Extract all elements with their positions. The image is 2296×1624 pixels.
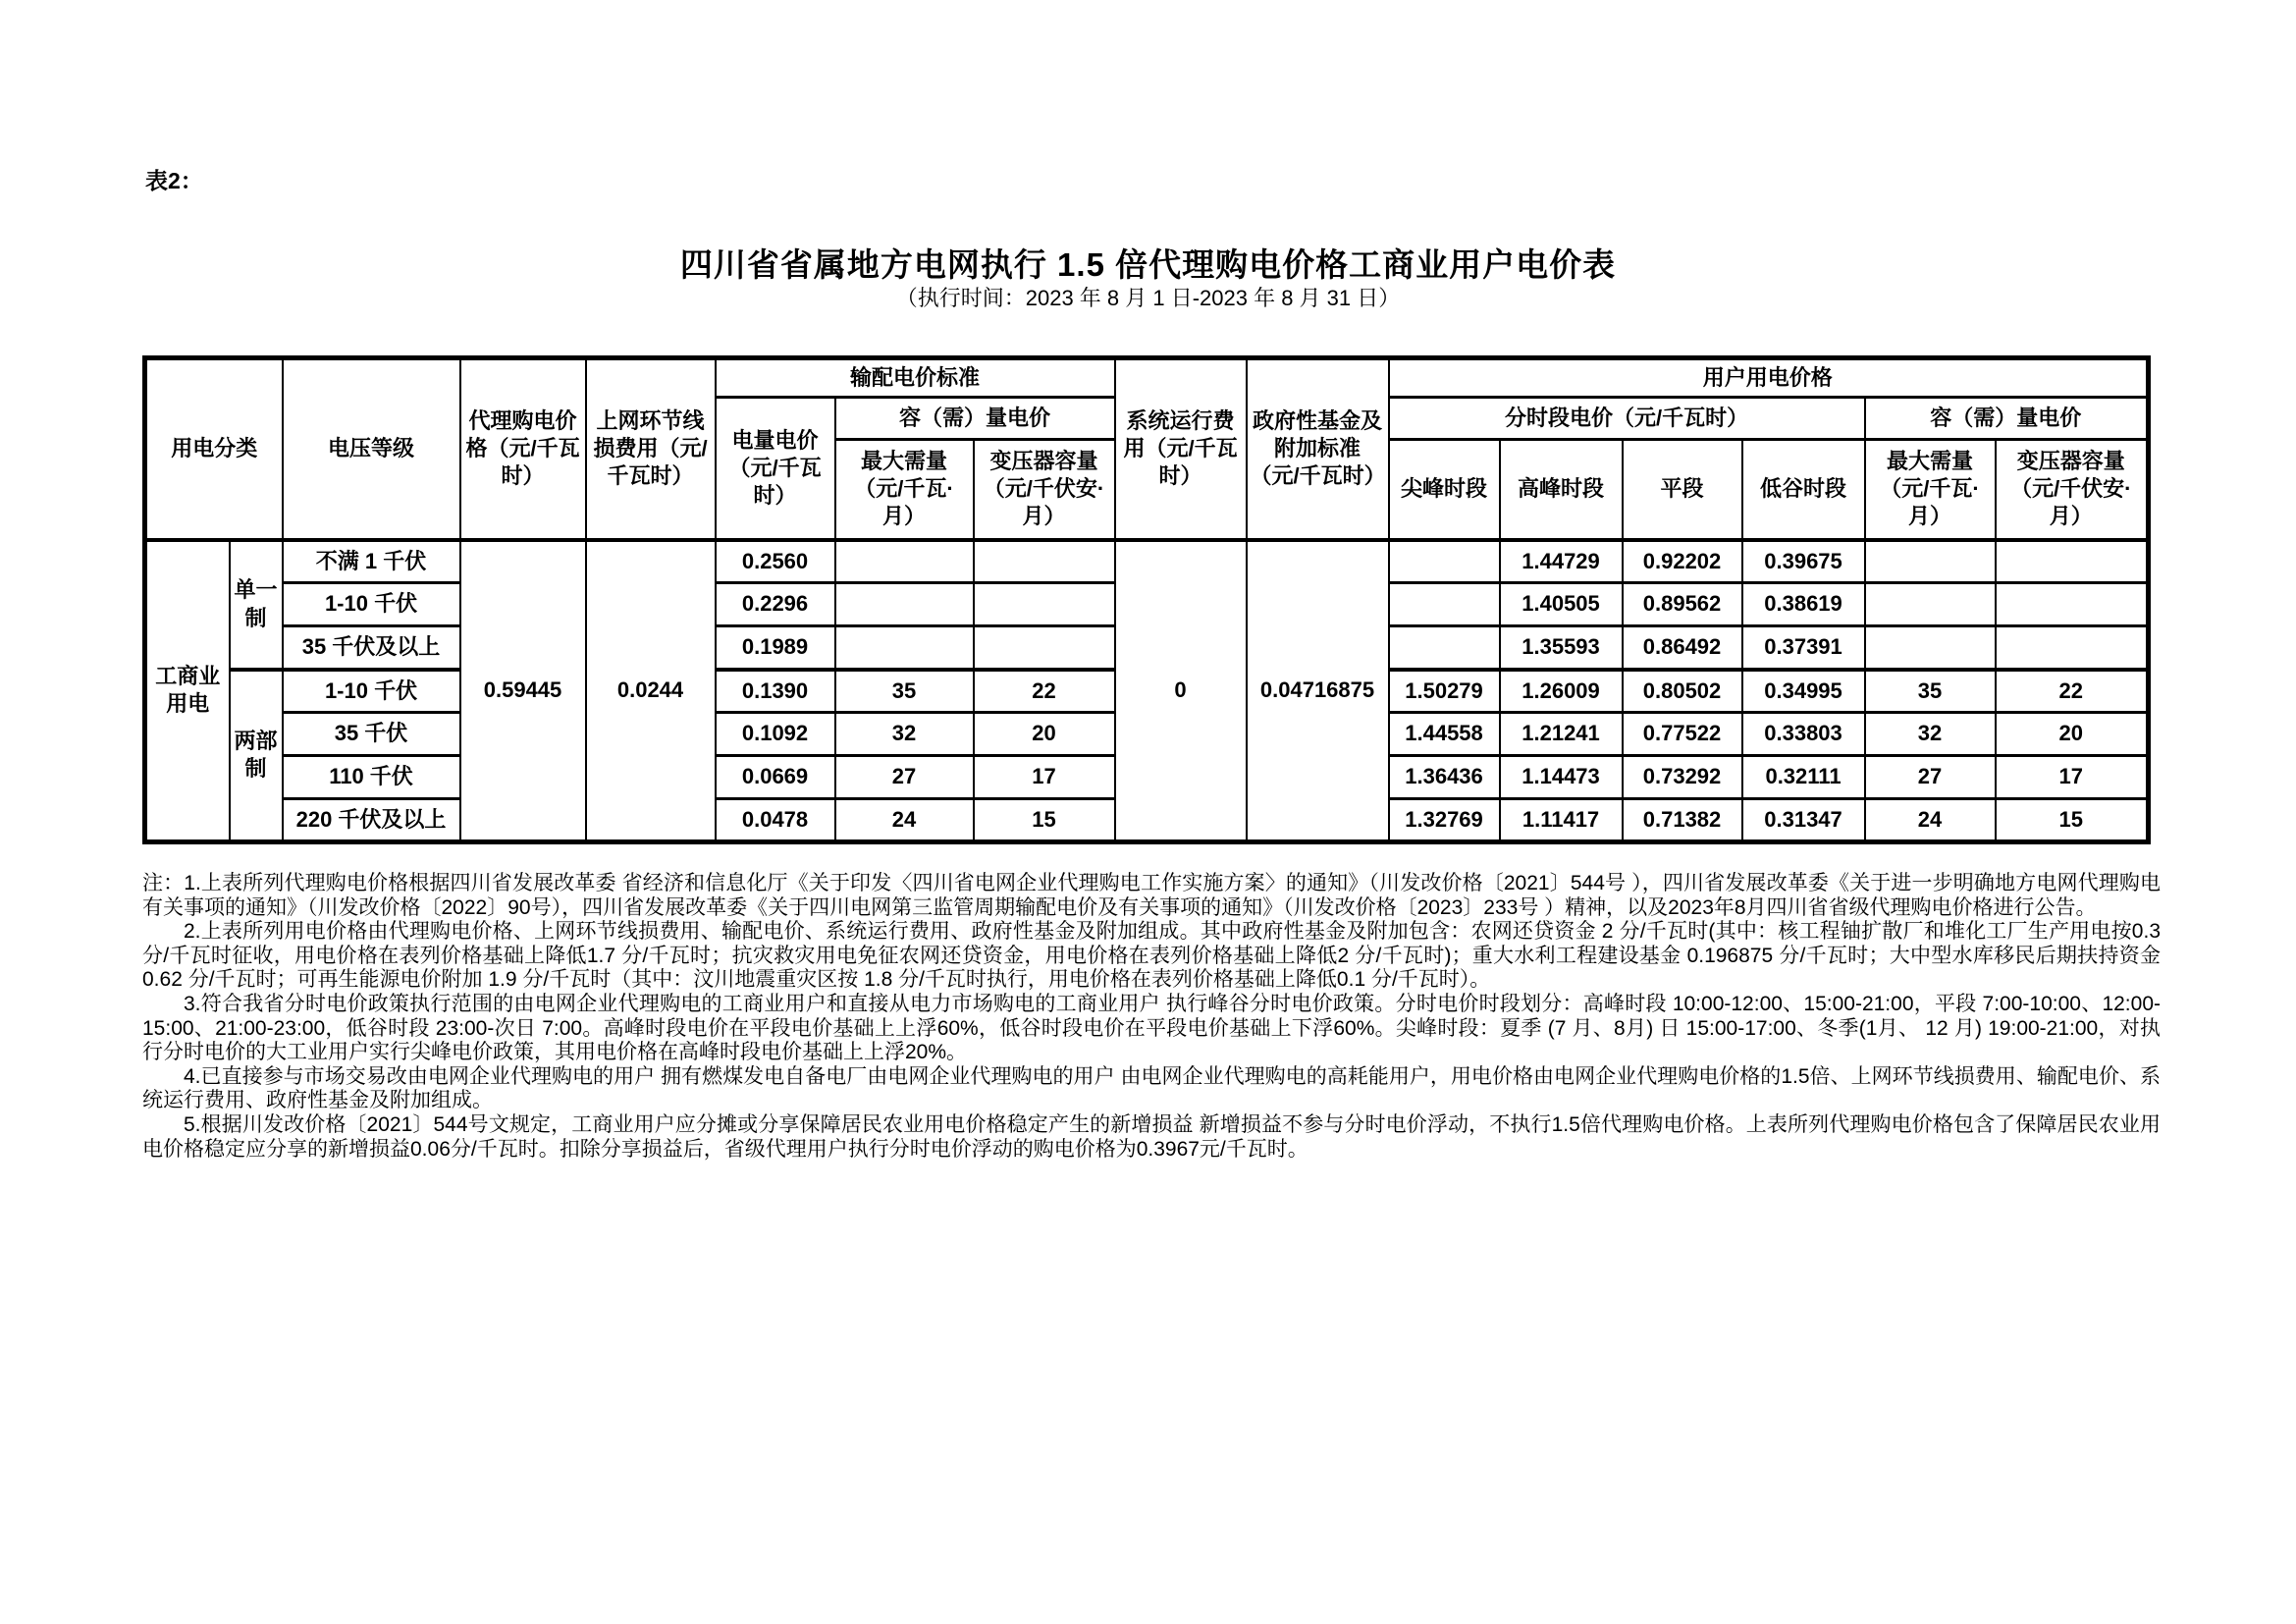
header-usage-class: 用电分类 — [145, 358, 283, 540]
header-transformer-user: 变压器容量（元/千伏安·月） — [1996, 440, 2149, 540]
max-demand-user-cell: 24 — [1865, 799, 1996, 842]
peak-cell: 1.40505 — [1500, 583, 1623, 626]
electricity-price-table — [142, 355, 2151, 844]
header-agency-price: 代理购电价格（元/千瓦时） — [460, 358, 586, 540]
voltage-cell: 不满 1 千伏 — [283, 540, 460, 583]
header-system-fee: 系统运行费用（元/千瓦时） — [1115, 358, 1247, 540]
system-fee-cell: 0 — [1115, 540, 1247, 842]
valley-cell: 0.38619 — [1742, 583, 1865, 626]
energy-price-cell: 0.0669 — [716, 756, 835, 799]
transformer-td-cell — [974, 540, 1115, 583]
sharp-peak-cell — [1389, 540, 1500, 583]
page-subtitle: （执行时间：2023 年 8 月 1 日-2023 年 8 月 31 日） — [895, 286, 1401, 310]
max-demand-user-cell — [1865, 540, 1996, 583]
header-sharp-peak: 尖峰时段 — [1389, 440, 1500, 540]
note-4: 4.已直接参与市场交易改由电网企业代理购电的用户 拥有燃煤发电自备电厂由电网企业代理购电的用户 由电网企业代理购电的高耗能用户，用电价格由电网企业代理购电价格的1.5倍、上网环节线损费用、输配电价、系统运行费用、政府性基金及附加组成。 — [142, 1064, 2161, 1112]
valley-cell: 0.31347 — [1742, 799, 1865, 842]
table-number-label: 表2： — [145, 168, 203, 193]
header-line-loss: 上网环节线损费用（元/千瓦时） — [586, 358, 716, 540]
header-td-standard-group: 输配电价标准 — [716, 358, 1115, 398]
peak-cell: 1.14473 — [1500, 756, 1623, 799]
energy-price-cell: 0.1092 — [716, 713, 835, 756]
flat-cell: 0.71382 — [1623, 799, 1742, 842]
system-type-two-part-cell: 两部制 — [230, 670, 283, 842]
sharp-peak-cell — [1389, 583, 1500, 626]
header-max-demand-td: 最大需量（元/千瓦·月） — [835, 440, 974, 540]
energy-price-cell: 0.0478 — [716, 799, 835, 842]
sharp-peak-cell — [1389, 626, 1500, 670]
sharp-peak-cell: 1.36436 — [1389, 756, 1500, 799]
max-demand-user-cell: 35 — [1865, 670, 1996, 713]
transformer-user-cell — [1996, 540, 2149, 583]
flat-cell: 0.89562 — [1623, 583, 1742, 626]
max-demand-td-cell — [835, 540, 974, 583]
header-max-demand-user: 最大需量（元/千瓦·月） — [1865, 440, 1996, 540]
system-type-single-cell: 单一制 — [230, 540, 283, 670]
transformer-user-cell: 17 — [1996, 756, 2149, 799]
voltage-cell: 35 千伏 — [283, 713, 460, 756]
transformer-user-cell — [1996, 583, 2149, 626]
transformer-user-cell — [1996, 626, 2149, 670]
header-capacity-group-td: 容（需）量电价 — [835, 398, 1115, 440]
header-flat: 平段 — [1623, 440, 1742, 540]
valley-cell: 0.33803 — [1742, 713, 1865, 756]
header-voltage-level: 电压等级 — [283, 358, 460, 540]
header-valley: 低谷时段 — [1742, 440, 1865, 540]
peak-cell: 1.26009 — [1500, 670, 1623, 713]
voltage-cell: 220 千伏及以上 — [283, 799, 460, 842]
header-tou-group: 分时段电价（元/千瓦时） — [1389, 398, 1865, 440]
header-capacity-group-user: 容（需）量电价 — [1865, 398, 2149, 440]
header-gov-fund: 政府性基金及附加标准（元/千瓦时） — [1247, 358, 1389, 540]
flat-cell: 0.73292 — [1623, 756, 1742, 799]
transformer-user-cell: 22 — [1996, 670, 2149, 713]
max-demand-td-cell: 24 — [835, 799, 974, 842]
page-title: 四川省省属地方电网执行 1.5 倍代理购电价格工商业用户电价表 — [679, 246, 1617, 283]
max-demand-td-cell: 27 — [835, 756, 974, 799]
energy-price-cell: 0.1390 — [716, 670, 835, 713]
valley-cell: 0.39675 — [1742, 540, 1865, 583]
transformer-td-cell — [974, 583, 1115, 626]
header-transformer-td: 变压器容量（元/千伏安·月） — [974, 440, 1115, 540]
voltage-cell: 1-10 千伏 — [283, 583, 460, 626]
peak-cell: 1.35593 — [1500, 626, 1623, 670]
valley-cell: 0.34995 — [1742, 670, 1865, 713]
max-demand-user-cell — [1865, 626, 1996, 670]
note-5: 5.根据川发改价格〔2021〕544号文规定，工商业用户应分摊或分享保障居民农业用电价格稳定产生的新增损益 新增损益不参与分时电价浮动，不执行1.5倍代理购电价格。上表所列代理购电价格包含了保障居民农业用电价格稳定应分享的新增损益0.06分/千瓦时。扣除分享损益后，省级代理用户执行分时电价浮动的购电价格为0.3967元/千瓦时。 — [142, 1112, 2161, 1161]
sharp-peak-cell: 1.44558 — [1389, 713, 1500, 756]
transformer-td-cell: 17 — [974, 756, 1115, 799]
notes-section — [142, 872, 2161, 1162]
transformer-td-cell: 22 — [974, 670, 1115, 713]
flat-cell: 0.80502 — [1623, 670, 1742, 713]
transformer-td-cell: 15 — [974, 799, 1115, 842]
max-demand-td-cell: 35 — [835, 670, 974, 713]
sharp-peak-cell: 1.50279 — [1389, 670, 1500, 713]
max-demand-td-cell: 32 — [835, 713, 974, 756]
valley-cell: 0.32111 — [1742, 756, 1865, 799]
voltage-cell: 1-10 千伏 — [283, 670, 460, 713]
transformer-user-cell: 20 — [1996, 713, 2149, 756]
note-1: 注：1.上表所列代理购电价格根据四川省发展改革委 省经济和信息化厅《关于印发〈四川省电网企业代理购电工作实施方案〉的通知》（川发改价格〔2021〕544号 ），四川省发展改革委《关于进一步明确地方电网代理购电有关事项的通知》（川发改价格〔2022〕90号），四川省发展改革委《关于四川电网第三监管周期输配电价及有关事项的通知》（川发改价格〔2023〕233号 ）精神，以及2023年8月四川省省级代理购电价格进行公告。 — [142, 872, 2161, 919]
peak-cell: 1.11417 — [1500, 799, 1623, 842]
header-peak: 高峰时段 — [1500, 440, 1623, 540]
note-2: 2.上表所列用电价格由代理购电价格、上网环节线损费用、输配电价、系统运行费用、政府性基金及附加组成。其中政府性基金及附加包含：农网还贷资金 2 分/千瓦时(其中：核工程铀扩散厂和堆化工厂生产用电按0.3 分/千瓦时征收，用电价格在表列价格基础上降低1.7 分/千瓦时；抗灾救灾用电免征农网还贷资金，用电价格在表列价格基础上降低2 分/千瓦时)；重大水利工程建设基金 0.196875 分/千瓦时；大中型水库移民后期扶持资金 0.62 分/千瓦时；可再生能源电价附加 1.9 分/千瓦时（其中：汶川地震重灾区按 1.8 分/千瓦时执行，用电价格在表列价格基础上降低0.1 分/千瓦时）。 — [142, 920, 2161, 992]
max-demand-td-cell — [835, 583, 974, 626]
peak-cell: 1.44729 — [1500, 540, 1623, 583]
sharp-peak-cell: 1.32769 — [1389, 799, 1500, 842]
max-demand-td-cell — [835, 626, 974, 670]
max-demand-user-cell: 27 — [1865, 756, 1996, 799]
agency-price-cell: 0.59445 — [460, 540, 586, 842]
flat-cell: 0.92202 — [1623, 540, 1742, 583]
max-demand-user-cell: 32 — [1865, 713, 1996, 756]
valley-cell: 0.37391 — [1742, 626, 1865, 670]
note-3: 3.符合我省分时电价政策执行范围的由电网企业代理购电的工商业用户和直接从电力市场购电的工商业用户 执行峰谷分时电价政策。分时电价时段划分：高峰时段 10:00-12:00、15:00-21:00，平段 7:00-10:00、12:00-15:00、21:00-23:00，低谷时段 23:00-次日 7:00。高峰时段电价在平段电价基础上上浮60%，低谷时段电价在平段电价基础上下浮60%。尖峰时段：夏季 (7 月、8月) 日 15:00-17:00、冬季(1月、 12 月) 19:00-21:00，对执行分时电价的大工业用户实行尖峰电价政策，其用电价格在高峰时段电价基础上上浮20%。 — [142, 992, 2161, 1064]
gov-fund-cell: 0.04716875 — [1247, 540, 1389, 842]
peak-cell: 1.21241 — [1500, 713, 1623, 756]
header-energy-price: 电量电价（元/千瓦时） — [716, 398, 835, 540]
flat-cell: 0.86492 — [1623, 626, 1742, 670]
voltage-cell: 35 千伏及以上 — [283, 626, 460, 670]
transformer-td-cell — [974, 626, 1115, 670]
transformer-user-cell: 15 — [1996, 799, 2149, 842]
energy-price-cell: 0.2296 — [716, 583, 835, 626]
energy-price-cell: 0.1989 — [716, 626, 835, 670]
category-cell: 工商业用电 — [145, 540, 230, 842]
line-loss-cell: 0.0244 — [586, 540, 716, 842]
flat-cell: 0.77522 — [1623, 713, 1742, 756]
header-user-price-group: 用户用电价格 — [1389, 358, 2149, 398]
max-demand-user-cell — [1865, 583, 1996, 626]
energy-price-cell: 0.2560 — [716, 540, 835, 583]
transformer-td-cell: 20 — [974, 713, 1115, 756]
voltage-cell: 110 千伏 — [283, 756, 460, 799]
